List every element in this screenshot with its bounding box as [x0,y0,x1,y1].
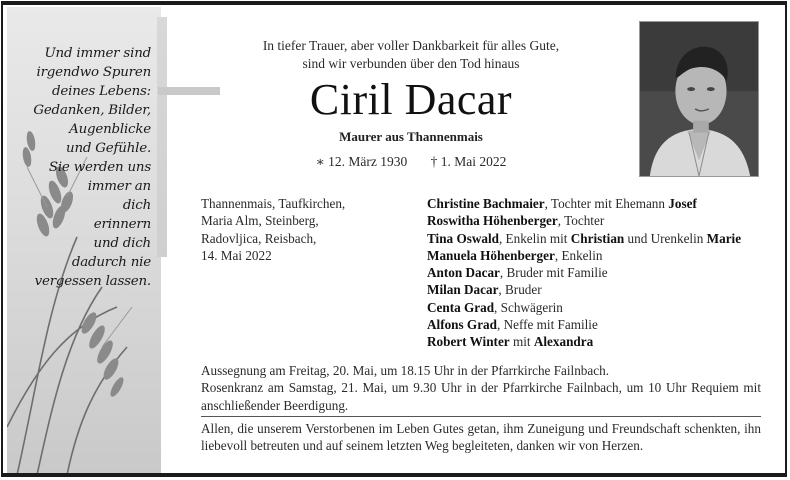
mourner-name: Josef [668,196,697,211]
poem [11,44,151,291]
mourner-row [427,195,767,212]
mourner-row [427,333,767,350]
mourner-row [427,264,767,281]
mourner-row [427,316,767,333]
poem-line: dich [122,198,151,213]
poem-line: immer an [87,179,151,194]
poem-panel [7,7,161,475]
mourner-relation: , Tochter [557,213,605,229]
mourner-relation: und Urenkelin [624,230,707,246]
mourner-relation: mit [509,334,534,350]
occupation: Maurer aus Thannenmais [339,129,483,144]
places-block [201,195,401,264]
mourner-relation: , Schwägerin [494,299,563,315]
mourner-row [427,247,767,264]
mourner-relation: , Bruder mit Familie [499,265,608,281]
life-dates [211,154,611,170]
poem-line: und Gefühle. [66,141,151,156]
poem-line: deines Lebens: [52,84,151,99]
intro-line: In tiefer Trauer, aber voller Dankbarkeit für alles Gute, [262,38,560,53]
mourner-name: Christine Bachmaier [427,196,545,211]
poem-line: Sie werden uns [48,160,151,175]
mourner-name: Marie [706,230,742,246]
mourner-relation: , Neffe mit Familie [496,317,598,333]
mourner-name: Alexandra [533,334,594,350]
date-line: 14. Mai 2022 [201,247,272,263]
place-line: Maria Alm, Steinberg, [201,213,319,229]
poem-line: Und immer sind [44,46,151,61]
mourner-relation: , Tochter mit Ehemann [544,196,669,211]
mourner-name: Robert Winter [427,334,510,350]
mourner-row [427,281,767,298]
mourner-name: Christian [570,230,625,246]
mourner-row [427,299,767,316]
poem-line: und dich [93,236,151,251]
place-line: Radovljica, Reisbach, [201,230,317,246]
divider [201,416,761,417]
mourner-relation: , Bruder [498,282,542,298]
mourner-name: Milan Dacar [427,282,499,298]
poem-line: irgendwo Spuren [36,65,151,80]
portrait-image [640,22,758,176]
mourner-name: Alfons Grad [427,317,497,333]
mourner-name: Centa Grad [427,299,495,315]
mourners-list [427,195,767,351]
mourner-name: Tina Oswald [427,230,499,246]
deceased-name: Ciril Dacar [309,75,513,124]
intro-text [211,37,611,73]
service-info [201,362,761,414]
mourner-row [427,230,767,247]
mourner-relation: , Enkelin [554,247,603,263]
mourner-row [427,212,767,229]
cross-vertical-bar [157,17,167,257]
funeral-blessing-line: Aussegnung am Freitag, 20. Mai, um 18.15 Uhr in der Pfarrkirche Failnbach. [201,363,609,378]
birth-date: ∗ 12. März 1930 [315,154,408,169]
intro-line: sind wir verbunden über den Tod hinaus [302,56,520,71]
obituary-card [1,1,787,477]
death-date: † 1. Mai 2022 [430,154,507,169]
poem-line: Gedanken, Bilder, [33,103,151,118]
portrait-photo [639,21,759,177]
mourner-name: Manuela Höhenberger [427,247,555,263]
poem-line: erinnern [93,217,151,232]
mourner-name: Roswitha Höhenberger [427,213,558,229]
rosary-requiem-line: Rosenkranz am Samstag, 21. Mai, um 9.30 Uhr in der Pfarrkirche Failnbach, um 10 Uhr Requiem mit anschließender Beerdigung. [201,380,761,413]
poem-line: vergessen lassen. [34,274,151,289]
mourner-relation: , Enkelin mit [498,230,571,246]
poem-line: dadurch nie [71,255,151,270]
place-line: Thannenmais, Taufkirchen, [201,196,346,211]
poem-line: Augenblicke [69,122,151,137]
mourner-name: Anton Dacar [427,265,500,281]
thanks-text: Allen, die unserem Verstorbenen im Leben Gutes getan, ihm Zuneigung und Freundschaft schenkten, ihn liebevoll betreuten und auf seinem letzten Weg begleiteten, danken wir von Herzen. [201,421,761,454]
